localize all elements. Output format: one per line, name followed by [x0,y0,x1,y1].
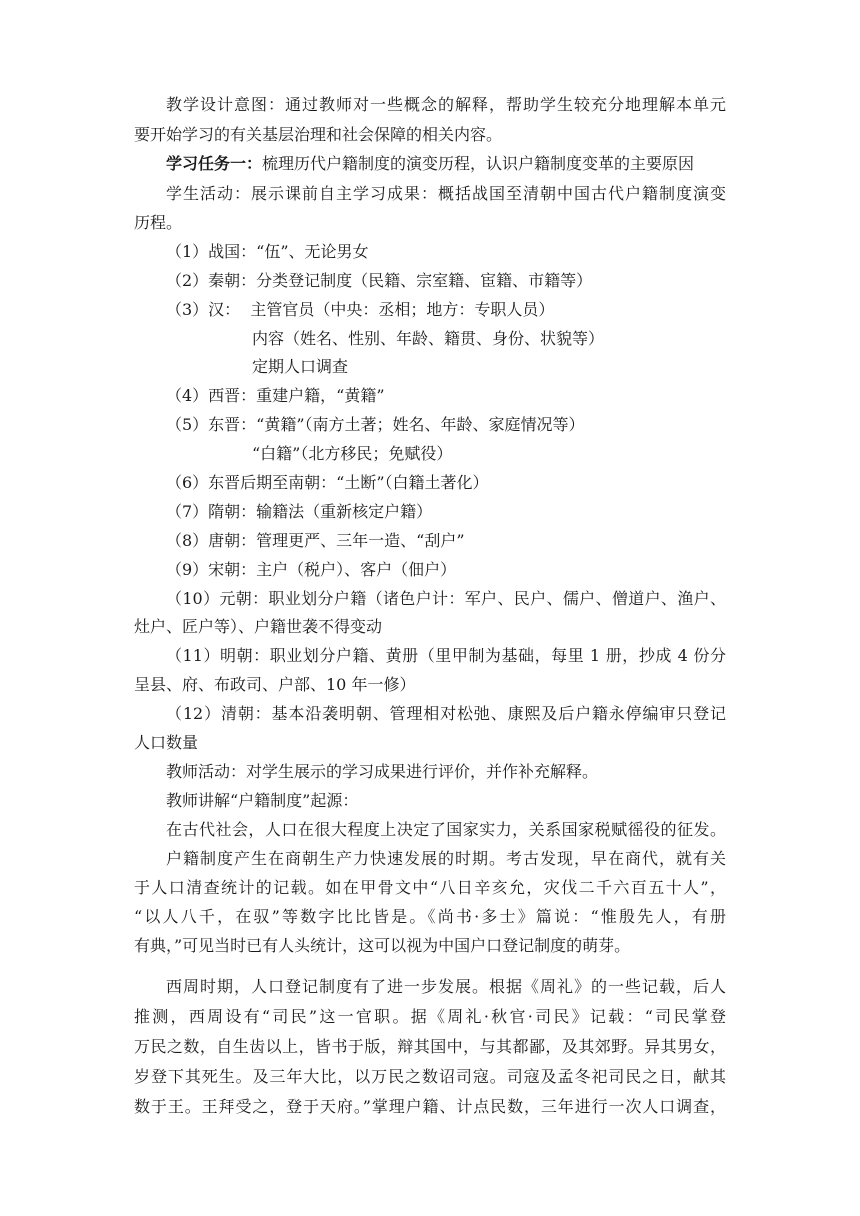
paragraph-ancient-society: 在古代社会，人口在很大程度上决定了国家实力，关系国家税赋徭役的征发。 [166,820,726,839]
list-item-western-jin: （4）西晋：重建户籍，“黄籍” [166,386,385,405]
paragraph-shang-line-1: 户籍制度产生在商朝生产力快速发展的时期。考古发现，早在商代，就有关 [166,849,726,868]
list-item-eastern-jin-baiji: “白籍”（北方移民；免赋役） [252,444,453,463]
paragraph-zhou-line-4: 岁登下其死生。及三年大比，以万民之数诏司寇。司寇及孟冬祀司民之日，献其 [134,1067,726,1086]
task1-line [166,153,694,175]
paragraph-zhou-line-5: 数于王。王拜受之，登于天府。”掌理户籍、计点民数，三年进行一次人口调查， [134,1097,726,1116]
paragraph-shang-line-4: 有典，”可见当时已有人头统计，这可以视为中国户口登记制度的萌芽。 [134,936,631,955]
paragraph-zhou-line-3: 万民之数，自生齿以上，皆书于版，辩其国中，与其都鄙，及其郊野。异其男女， [134,1037,726,1056]
task1-text: 梳理历代户籍制度的演变历程，认识户籍制度变革的主要原因 [262,154,695,173]
list-item-ming-line-1: （11）明朝：职业划分户籍、黄册（里甲制为基础，每里 1 册，抄成 4 份分 [166,646,726,665]
list-item-han: （3）汉： 主管官员（中央：丞相；地方：专职人员） [166,300,555,319]
paragraph-shang-line-3: “以人八千，在驭”等数字比比皆是。《尚书·多士》篇说：“惟殷先人，有册 [134,907,726,926]
paragraph-shang-line-2: 于人口清查统计的记载。如在甲骨文中“八日辛亥允，灾伐二千六百五十人”， [134,878,726,897]
list-item-yuan-line-1: （10）元朝：职业划分户籍（诸色户计：军户、民户、儒户、僧道户、渔户、 [166,589,726,608]
design-intent-line-2: 要开始学习的有关基层治理和社会保障的相关内容。 [134,125,503,144]
list-item-qing-line-1: （12）清朝：基本沿袭明朝、管理相对松弛、康熙及后户籍永停编审只登记 [166,704,726,723]
list-item-sui: （7）隋朝：输籍法（重新核定户籍） [166,502,433,521]
list-item-song: （9）宋朝：主户（税户）、客户（佃户） [166,560,457,579]
list-item-warring-states: （1）战国：“伍”、无论男女 [166,242,369,261]
list-item-qin: （2）秦朝：分类登记制度（民籍、宗室籍、宦籍、市籍等） [166,271,593,290]
list-item-southern-dynasties: （6）东晋后期至南朝：“土断”（白籍土著化） [166,473,489,492]
list-item-ming-line-2: 呈县、府、布政司、户部、10 年一修） [134,675,416,694]
list-item-yuan-line-2: 灶户、匠户等）、户籍世袭不得变动 [134,617,383,636]
list-item-han-content: 内容（姓名、性别、年龄、籍贯、身份、状貌等） [252,329,605,348]
list-item-tang: （8）唐朝：管理更严、三年一造、“刮户” [166,531,465,550]
teacher-activity-line: 教师活动：对学生展示的学习成果进行评价，并作补充解释。 [166,762,599,781]
list-item-han-census: 定期人口调查 [252,357,349,376]
design-intent-line-1: 教学设计意图：通过教师对一些概念的解释，帮助学生较充分地理解本单元 [166,95,726,114]
student-activity-line-2: 历程。 [134,213,183,232]
student-activity-line-1: 学生活动：展示课前自主学习成果：概括战国至清朝中国古代户籍制度演变 [166,184,726,203]
list-item-qing-line-2: 人口数量 [134,733,199,752]
task1-heading: 学习任务一： [166,154,263,173]
list-item-eastern-jin: （5）东晋：“黄籍”（南方土著；姓名、年龄、家庭情况等） [166,415,585,434]
teacher-explain-heading: 教师讲解“户籍制度”起源： [166,791,359,810]
paragraph-zhou-line-2: 推测，西周设有“司民”这一官职。据《周礼·秋官·司民》记载：“司民掌登 [134,1007,726,1026]
paragraph-zhou-line-1: 西周时期，人口登记制度有了进一步发展。根据《周礼》的一些记载，后人 [166,977,726,996]
